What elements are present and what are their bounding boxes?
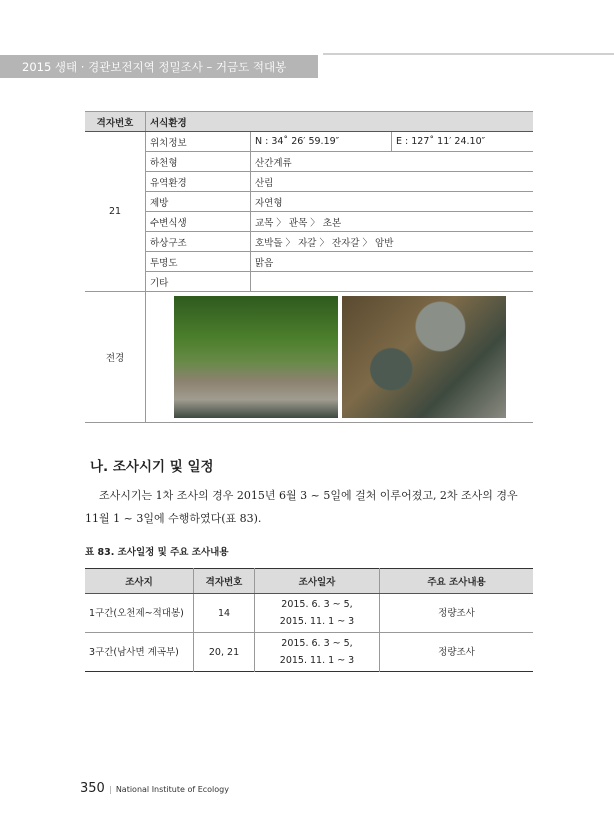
content: 정량조사 bbox=[380, 633, 534, 672]
row-value: 교목 〉 관목 〉 초본 bbox=[251, 212, 534, 232]
row-label: 제방 bbox=[146, 192, 251, 212]
site: 3구간(남사면 계곡부) bbox=[85, 633, 194, 672]
date-2: 2015. 11. 1 ~ 3 bbox=[279, 616, 355, 627]
row-label: 수변식생 bbox=[146, 212, 251, 232]
header-rule bbox=[323, 53, 614, 55]
table-caption: 표 83. 조사일정 및 주요 조사내용 bbox=[85, 547, 229, 558]
date-2: 2015. 11. 1 ~ 3 bbox=[279, 655, 355, 666]
dates bbox=[255, 633, 380, 672]
content: 정량조사 bbox=[380, 594, 534, 633]
row-label: 하상구조 bbox=[146, 232, 251, 252]
header-cell: 주요 조사내용 bbox=[380, 569, 534, 594]
row-label: 하천형 bbox=[146, 152, 251, 172]
row-label: 유역환경 bbox=[146, 172, 251, 192]
header-cell: 격자번호 bbox=[194, 569, 255, 594]
header-cell: 조사일자 bbox=[255, 569, 380, 594]
latitude: N : 34˚ 26′ 59.19″ bbox=[251, 132, 392, 152]
row-label: 투명도 bbox=[146, 252, 251, 272]
photo-cell bbox=[146, 292, 534, 423]
site: 1구간(오천제~적대봉) bbox=[85, 594, 194, 633]
row-value: 산간계류 bbox=[251, 152, 534, 172]
row-value: 맑음 bbox=[251, 252, 534, 272]
header-cell: 조사지 bbox=[85, 569, 194, 594]
col-env: 서식환경 bbox=[146, 112, 534, 132]
page-number: 350 bbox=[80, 781, 105, 796]
habitat-table bbox=[85, 111, 533, 423]
dates bbox=[255, 594, 380, 633]
stream-photo bbox=[174, 296, 338, 418]
table-row bbox=[85, 594, 533, 633]
publisher: National Institute of Ecology bbox=[115, 785, 229, 794]
longitude: E : 127˚ 11′ 24.10″ bbox=[392, 132, 534, 152]
row-value: 산림 bbox=[251, 172, 534, 192]
body-paragraph: 조사시기는 1차 조사의 경우 2015년 6월 3 ~ 5일에 걸처 이루어졌고, 2차 조사의 경우 11월 1 ~ 3일에 수행하였다(표 83). bbox=[85, 489, 518, 525]
grid-number: 21 bbox=[85, 132, 146, 292]
row-value: 자연형 bbox=[251, 192, 534, 212]
row-value: 호박돌 〉 자갈 〉 잔자갈 〉 암반 bbox=[251, 232, 534, 252]
schedule-table bbox=[85, 568, 533, 672]
row-value bbox=[251, 272, 534, 292]
row-label: 위치정보 bbox=[146, 132, 251, 152]
page-footer: 350 | National Institute of Ecology bbox=[80, 781, 229, 796]
date-1: 2015. 6. 3 ~ 5, bbox=[281, 638, 353, 649]
date-1: 2015. 6. 3 ~ 5, bbox=[281, 599, 353, 610]
running-header: 2015 생태 · 경관보전지역 정밀조사 – 거금도 적대봉 bbox=[22, 60, 287, 74]
grid: 20, 21 bbox=[194, 633, 255, 672]
col-grid: 격자번호 bbox=[85, 112, 146, 132]
photo-label: 전경 bbox=[85, 292, 146, 423]
row-label: 기타 bbox=[146, 272, 251, 292]
grid: 14 bbox=[194, 594, 255, 633]
section-heading: 나. 조사시기 및 일정 bbox=[90, 459, 214, 475]
table-row bbox=[85, 633, 533, 672]
streambed-photo bbox=[342, 296, 506, 418]
